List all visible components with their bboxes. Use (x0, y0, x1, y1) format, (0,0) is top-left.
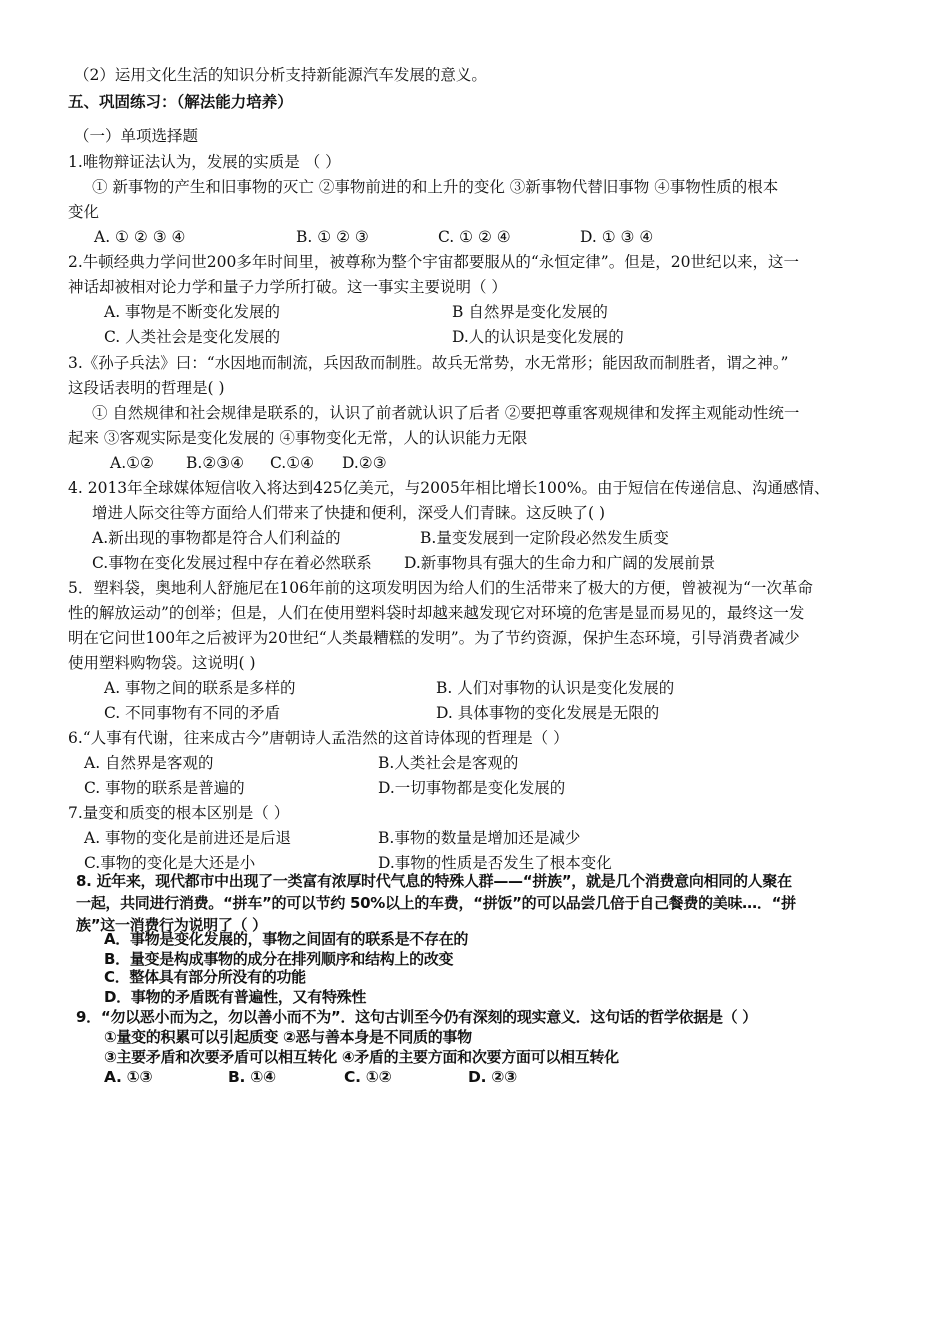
question-3-stem: 3.《孙子兵法》曰：“水因地而制流，兵因敌而制胜。故兵无常势，水无常形；能因敌而制胜者，谓之神。” (68, 354, 789, 372)
option-d[interactable]: D.事物的性质是否发生了根本变化 (378, 854, 612, 872)
question-5-stem: 明在它问世100年之后被评为20世纪“人类最糟糕的发明”。为了节约资源，保护生态环境，引导消费者减少 (68, 629, 800, 647)
option-d[interactable]: D.一切事物都是变化发展的 (378, 779, 566, 797)
question-8-stem: 一起，共同进行消费。“拼车”的可以节约 50%以上的车费，“拼饭”的可以品尝几倍于自己餐费的美味…．“拼 (76, 894, 796, 912)
question-5-stem: 5．塑料袋，奥地利人舒施尼在106年前的这项发明因为给人们的生活带来了极大的方便，曾被视为“一次革命 (68, 579, 813, 597)
option-c[interactable]: C.事物在变化发展过程中存在着必然联系 (92, 554, 372, 572)
option-d[interactable]: D. ① ③ ④ (580, 228, 654, 246)
option-b[interactable]: B. ①④ (228, 1068, 276, 1086)
option-a[interactable]: A. 自然界是客观的 (84, 754, 214, 772)
option-d[interactable]: D.人的认识是变化发展的 (452, 328, 624, 346)
option-d[interactable]: D. ②③ (468, 1068, 517, 1086)
question-8-stem: 8. 近年来，现代都市中出现了一类富有浓厚时代气息的特殊人群——“拼族”，就是几个消费意向相同的人聚在 (76, 872, 792, 890)
option-a[interactable]: A.新出现的事物都是符合人们利益的 (92, 529, 341, 547)
option-c[interactable]: C.①④ (270, 454, 315, 472)
section-title: 五、巩固练习：（解法能力培养） (68, 92, 293, 111)
option-c[interactable]: C. 不同事物有不同的矛盾 (104, 704, 281, 722)
option-c[interactable]: C.事物的变化是大还是小 (84, 854, 256, 872)
option-a[interactable]: A. 事物之间的联系是多样的 (104, 679, 296, 697)
question-9-item-line: ①量变的积累可以引起质变 ②恶与善本身是不同质的事物 (104, 1028, 472, 1046)
question-1-stem: 1.唯物辩证法认为，发展的实质是 （ ） (68, 153, 341, 171)
question-3-item-line: ① 自然规律和社会规律是联系的，认识了前者就认识了后者 ②要把尊重客观规律和发挥主观能动性统一 (92, 404, 800, 422)
option-a[interactable]: A. ①③ (104, 1068, 153, 1086)
question-7-stem: 7.量变和质变的根本区别是（ ） (68, 804, 290, 822)
option-c[interactable]: C. 事物的联系是普遍的 (84, 779, 245, 797)
option-a[interactable]: A．事物是变化发展的，事物之间固有的联系是不存在的 (104, 930, 469, 948)
question-2-stem: 2.牛顿经典力学问世200多年时间里，被尊称为整个宇宙都要服从的“永恒定律”。但是，20世纪以来，这一 (68, 253, 799, 271)
option-a[interactable]: A. 事物的变化是前进还是后退 (84, 829, 292, 847)
option-d[interactable]: D.②③ (342, 454, 387, 472)
option-b[interactable]: B 自然界是变化发展的 (452, 303, 608, 321)
option-c[interactable]: C. 人类社会是变化发展的 (104, 328, 281, 346)
question-5-stem: 性的解放运动”的创举；但是，人们在使用塑料袋时却越来越发现它对环境的危害是显而易见的，最终这一发 (68, 604, 805, 622)
question-1-item-line: 变化 (68, 203, 100, 221)
option-b[interactable]: B.事物的数量是增加还是减少 (378, 829, 581, 847)
option-a[interactable]: A. 事物是不断变化发展的 (104, 303, 281, 321)
option-b[interactable]: B. 人们对事物的认识是变化发展的 (436, 679, 675, 697)
question-4-stem: 增进人际交往等方面给人们带来了快捷和便利，深受人们青睐。这反映了( ) (92, 504, 606, 522)
option-d[interactable]: D. 具体事物的变化发展是无限的 (436, 704, 660, 722)
question-3-stem: 这段话表明的哲理是( ) (68, 379, 225, 397)
option-b[interactable]: B．量变是构成事物的成分在排列顺序和结构上的改变 (104, 950, 454, 968)
option-b[interactable]: B.②③④ (186, 454, 245, 472)
question-6-stem: 6.“人事有代谢，往来成古今”唐朝诗人孟浩然的这首诗体现的哲理是（ ） (68, 729, 569, 747)
option-a[interactable]: A.①② (110, 454, 154, 472)
question-3-item-line: 起来 ③客观实际是变化发展的 ④事物变化无常，人的认识能力无限 (68, 429, 528, 447)
question-8-stem: 族”这一消费行为说明了（ ） (76, 916, 267, 934)
intro-line: （2）运用文化生活的知识分析支持新能源汽车发展的意义。 (74, 66, 487, 84)
option-c[interactable]: C. ①② (344, 1068, 392, 1086)
option-c[interactable]: C．整体具有部分所没有的功能 (104, 968, 306, 986)
question-5-stem: 使用塑料购物袋。这说明( ) (68, 654, 256, 672)
option-c[interactable]: C. ① ② ④ (438, 228, 511, 246)
option-b[interactable]: B. ① ② ③ (296, 228, 369, 246)
option-b[interactable]: B.量变发展到一定阶段必然发生质变 (420, 529, 669, 547)
question-4-stem: 4. 2013年全球媒体短信收入将达到425亿美元，与2005年相比增长100%。由于短信在传递信息、沟通感情、 (68, 479, 830, 497)
question-9-item-line: ③主要矛盾和次要矛盾可以相互转化 ④矛盾的主要方面和次要方面可以相互转化 (104, 1048, 619, 1066)
option-d[interactable]: D．事物的矛盾既有普遍性，又有特殊性 (104, 988, 367, 1006)
question-1-item-line: ① 新事物的产生和旧事物的灭亡 ②事物前进的和上升的变化 ③新事物代替旧事物 ④事物性质的根本 (92, 178, 779, 196)
option-a[interactable]: A. ① ② ③ ④ (94, 228, 186, 246)
option-d[interactable]: D.新事物具有强大的生命力和广阔的发展前景 (404, 554, 716, 572)
option-b[interactable]: B.人类社会是客观的 (378, 754, 519, 772)
question-2-stem: 神话却被相对论力学和量子力学所打破。这一事实主要说明（ ） (68, 278, 507, 296)
question-9-stem: 9．“勿以恶小而为之，勿以善小而不为”．这句古训至今仍有深刻的现实意义．这句话的哲学依据是（ ） (76, 1008, 757, 1026)
subsection-title: （一）单项选择题 (74, 127, 199, 145)
